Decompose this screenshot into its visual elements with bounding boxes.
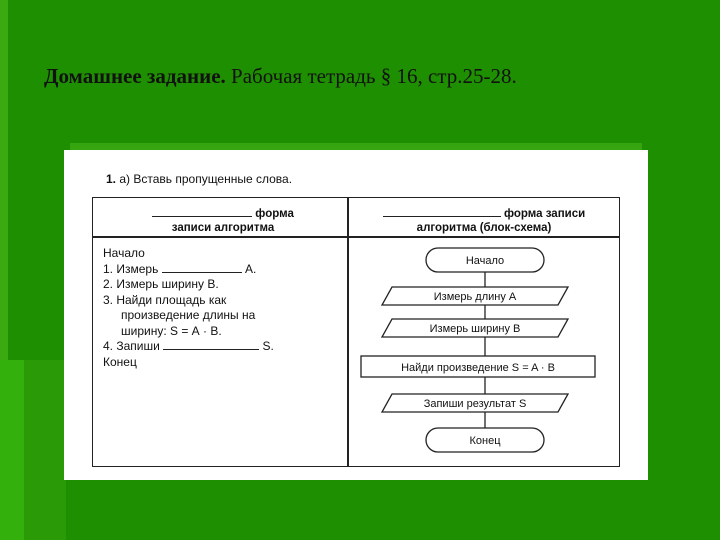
step-4-text: 4. Запиши: [103, 339, 160, 353]
left-column-header: [113, 207, 333, 235]
algorithm-steps: [103, 246, 343, 370]
measure-length-label: Измерь длину A: [433, 291, 517, 303]
step-2: 2. Измерь ширину В.: [103, 277, 219, 291]
left-header-line1: форма: [252, 208, 294, 220]
right-header-line1: форма записи: [500, 208, 586, 220]
blank-line: [152, 216, 252, 217]
title-bold: Домашнее задание.: [44, 64, 226, 88]
step-3b: произведение длины на: [121, 308, 256, 322]
left-header-line2: записи алгоритма: [171, 222, 275, 234]
step-3c: ширину: S = А · В.: [121, 323, 222, 338]
step-1-text: 1. Измерь: [103, 261, 159, 276]
start-label: Начало: [465, 255, 505, 267]
step-3a: 3. Найди площадь как: [103, 292, 227, 307]
write-result-label: Запиши результат S: [423, 398, 527, 410]
step-start: Начало: [103, 246, 145, 260]
right-header-line2: алгоритма (блок-схема): [416, 222, 552, 234]
right-column-header: [351, 207, 617, 235]
measure-width-label: Измерь ширину B: [429, 323, 521, 335]
end-label: Конец: [469, 435, 501, 447]
step-1: [103, 262, 343, 278]
step-end: Конец: [103, 354, 137, 369]
task-number: 1.: [106, 172, 117, 186]
flowchart: [347, 236, 619, 466]
step-4: [103, 339, 343, 355]
step-1-end: А.: [245, 261, 257, 276]
answer-table: [92, 197, 620, 467]
bg-dark-strip-2: [0, 360, 24, 540]
worksheet-card: [64, 150, 648, 480]
blank-line: [162, 272, 242, 273]
bg-dark-strip: [24, 360, 66, 540]
step-4-end: S.: [262, 339, 274, 353]
task-text: а) Вставь пропущенные слова.: [116, 172, 293, 186]
task-heading: [106, 172, 292, 186]
slide-title: [44, 64, 517, 89]
title-rest: Рабочая тетрадь § 16, стр.25-28.: [225, 64, 517, 88]
compute-label: Найди произведение S = A · B: [401, 362, 555, 374]
blank-line: [163, 349, 259, 350]
blank-line: [383, 216, 501, 217]
